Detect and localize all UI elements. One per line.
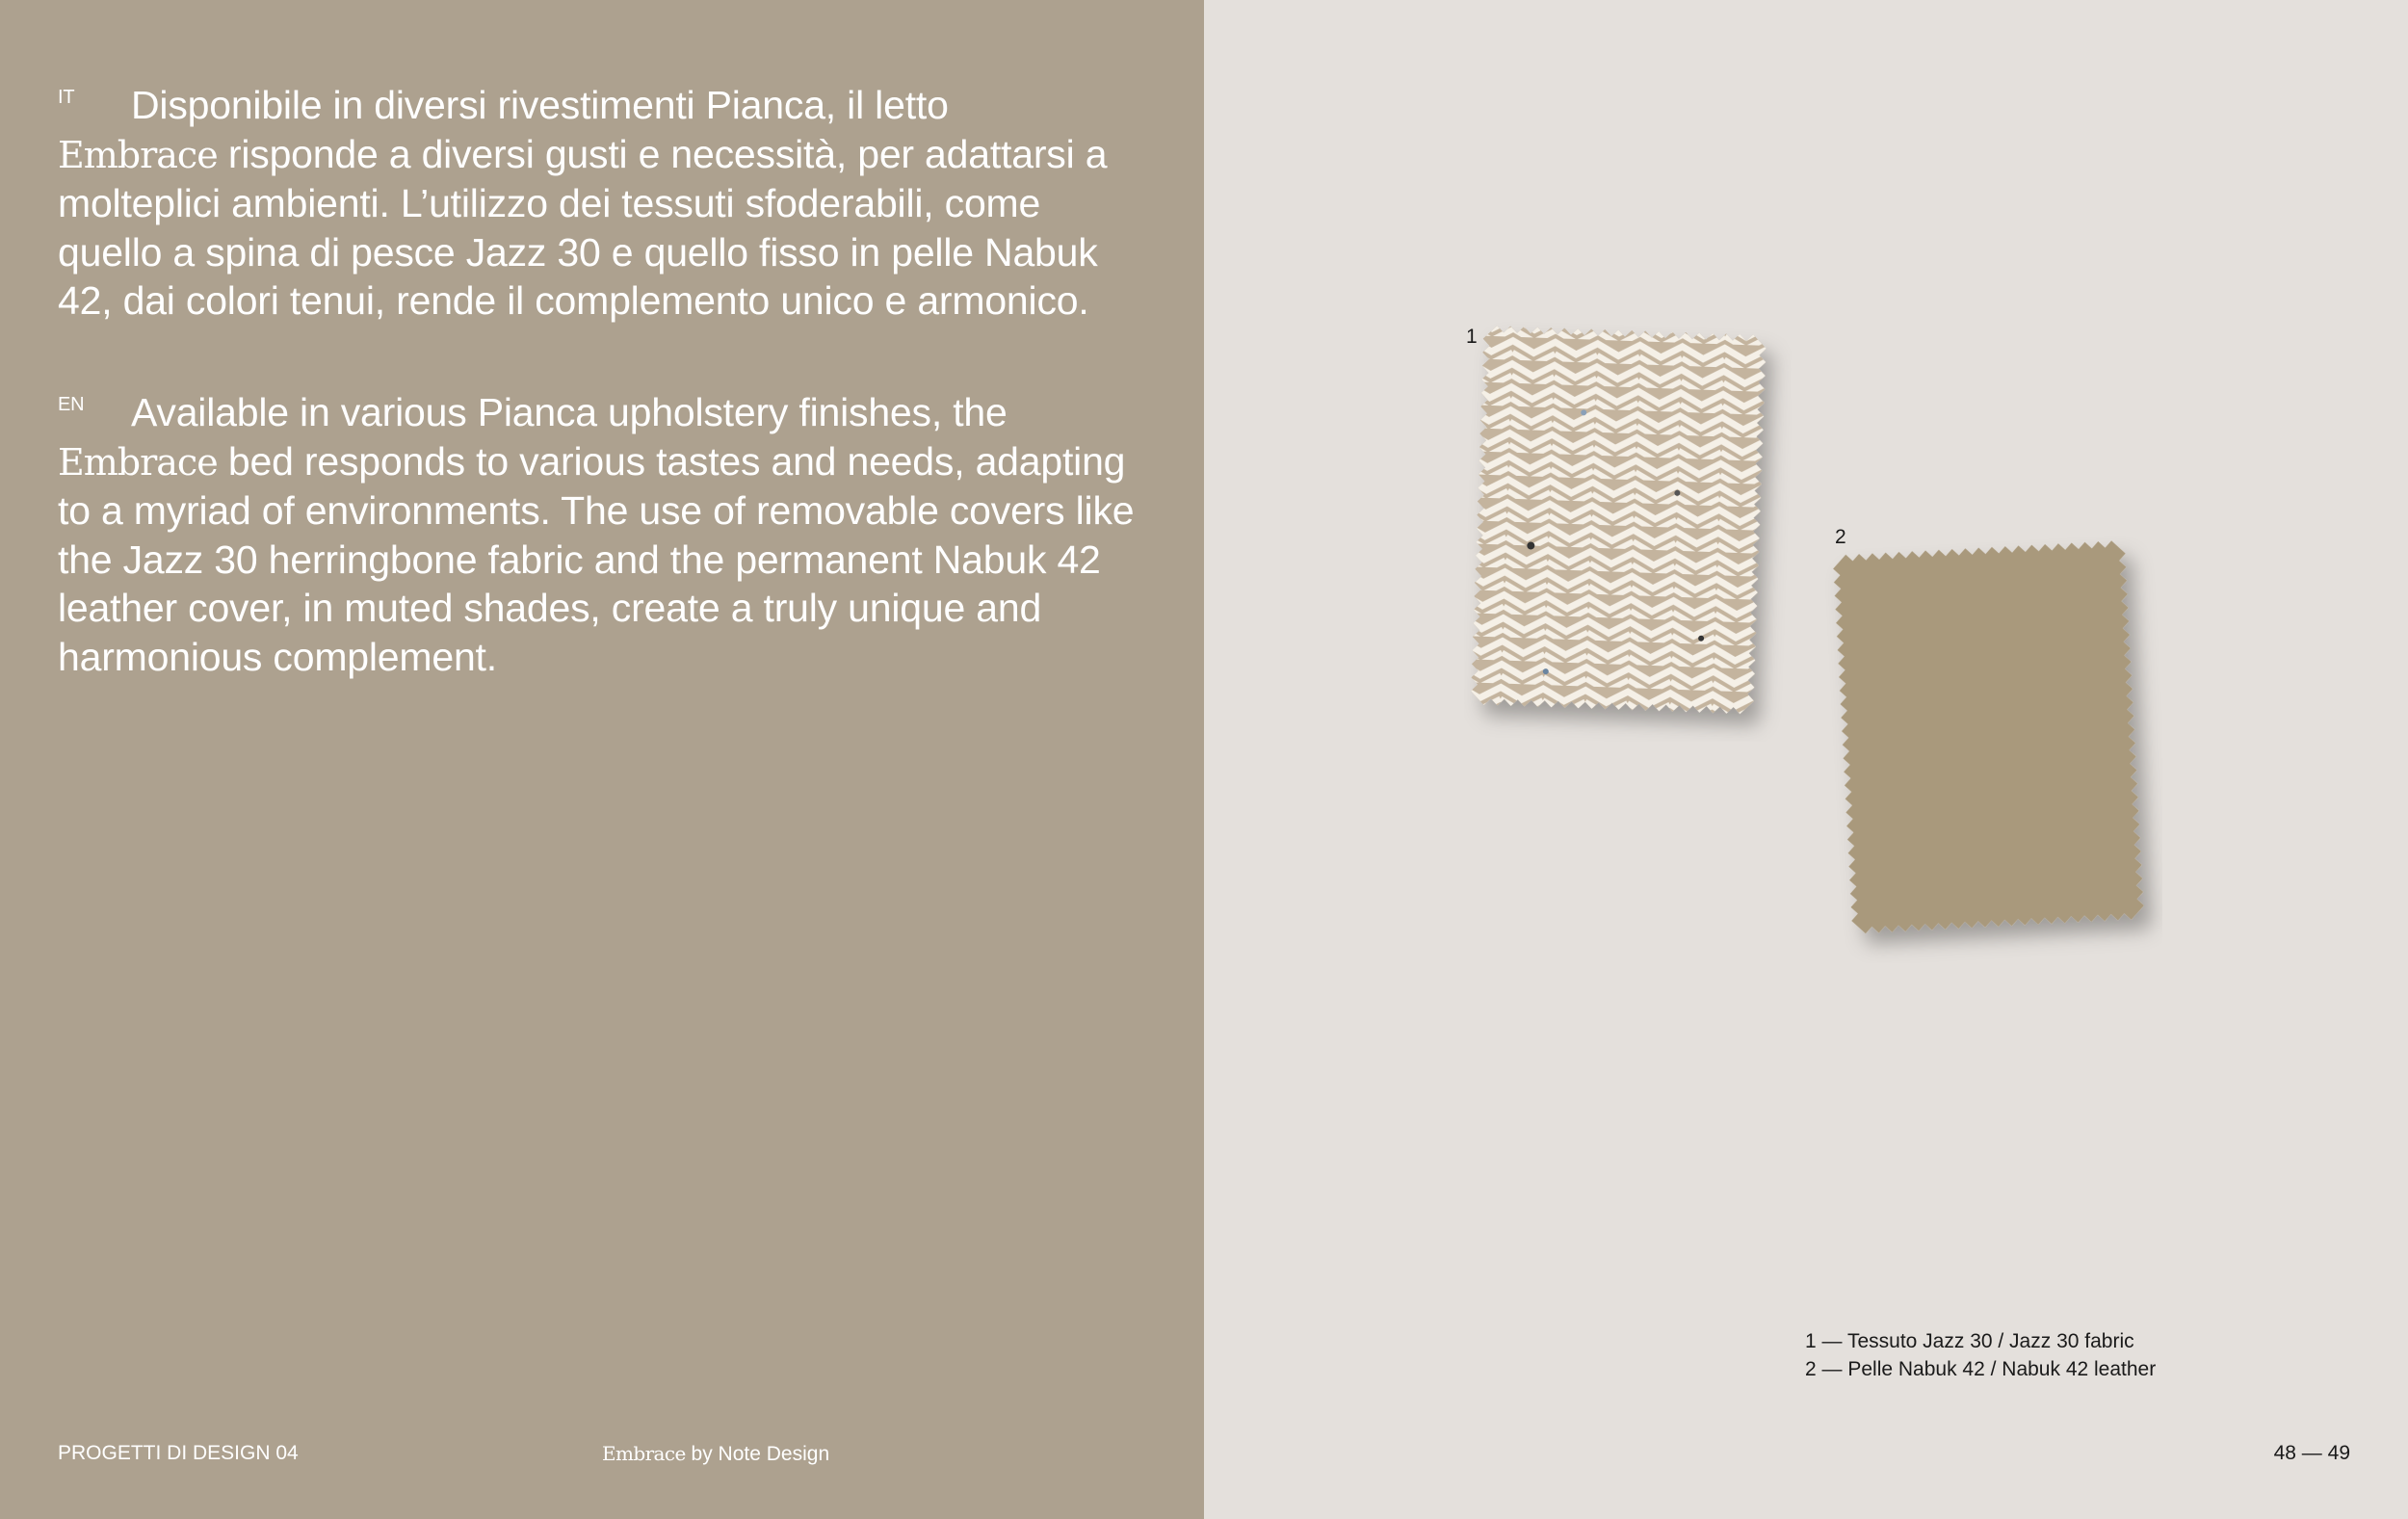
herringbone-fabric-swatch — [1464, 318, 1792, 742]
english-product-name: Embrace — [58, 440, 218, 484]
page-numbers: 48 — 49 — [2273, 1442, 2350, 1464]
italian-language-tag: IT — [58, 87, 75, 108]
english-language-tag: EN — [58, 394, 85, 415]
caption-1: 1 — Tessuto Jazz 30 / Jazz 30 fabric — [1805, 1330, 2134, 1352]
italian-paragraph — [58, 81, 1137, 326]
swatch-captions — [1805, 1327, 2156, 1383]
footer-product-name: Embrace — [602, 1442, 686, 1465]
italian-text-intro: Disponibile in diversi rivestimenti Pianca, il letto — [131, 83, 949, 127]
italian-product-name: Embrace — [58, 133, 218, 176]
nabuk-leather-swatch — [1825, 530, 2162, 963]
caption-2: 2 — Pelle Nabuk 42 / Nabuk 42 leather — [1805, 1358, 2157, 1380]
footer-designer: by Note Design — [691, 1443, 830, 1465]
right-page — [1204, 0, 2408, 1519]
english-paragraph — [58, 388, 1137, 681]
english-text-intro: Available in various Pianca upholstery finishes, the — [131, 390, 1008, 434]
footer-series-label: PROGETTI DI DESIGN 04 — [58, 1442, 299, 1464]
footer-product-credit — [602, 1442, 829, 1466]
swatch-1-number: 1 — [1466, 326, 1478, 348]
english-text-body: bed responds to various tastes and needs, adapting to a myriad of environments. The use of removable covers like the Jazz 30 herringbone fabric and the permanent Nabuk 42 leather cover, in muted shades, create a truly unique and harmonious complement. — [58, 438, 1135, 679]
italian-text-body: risponde a diversi gusti e necessità, per adattarsi a molteplici ambienti. L’utilizzo dei tessuti sfoderabili, come quello a spina di pesce Jazz 30 e quello fisso in pelle Nabuk 42, dai colori tenui, rende il complemento unico e armonico. — [58, 131, 1108, 323]
swatch-2-number: 2 — [1835, 526, 1846, 548]
